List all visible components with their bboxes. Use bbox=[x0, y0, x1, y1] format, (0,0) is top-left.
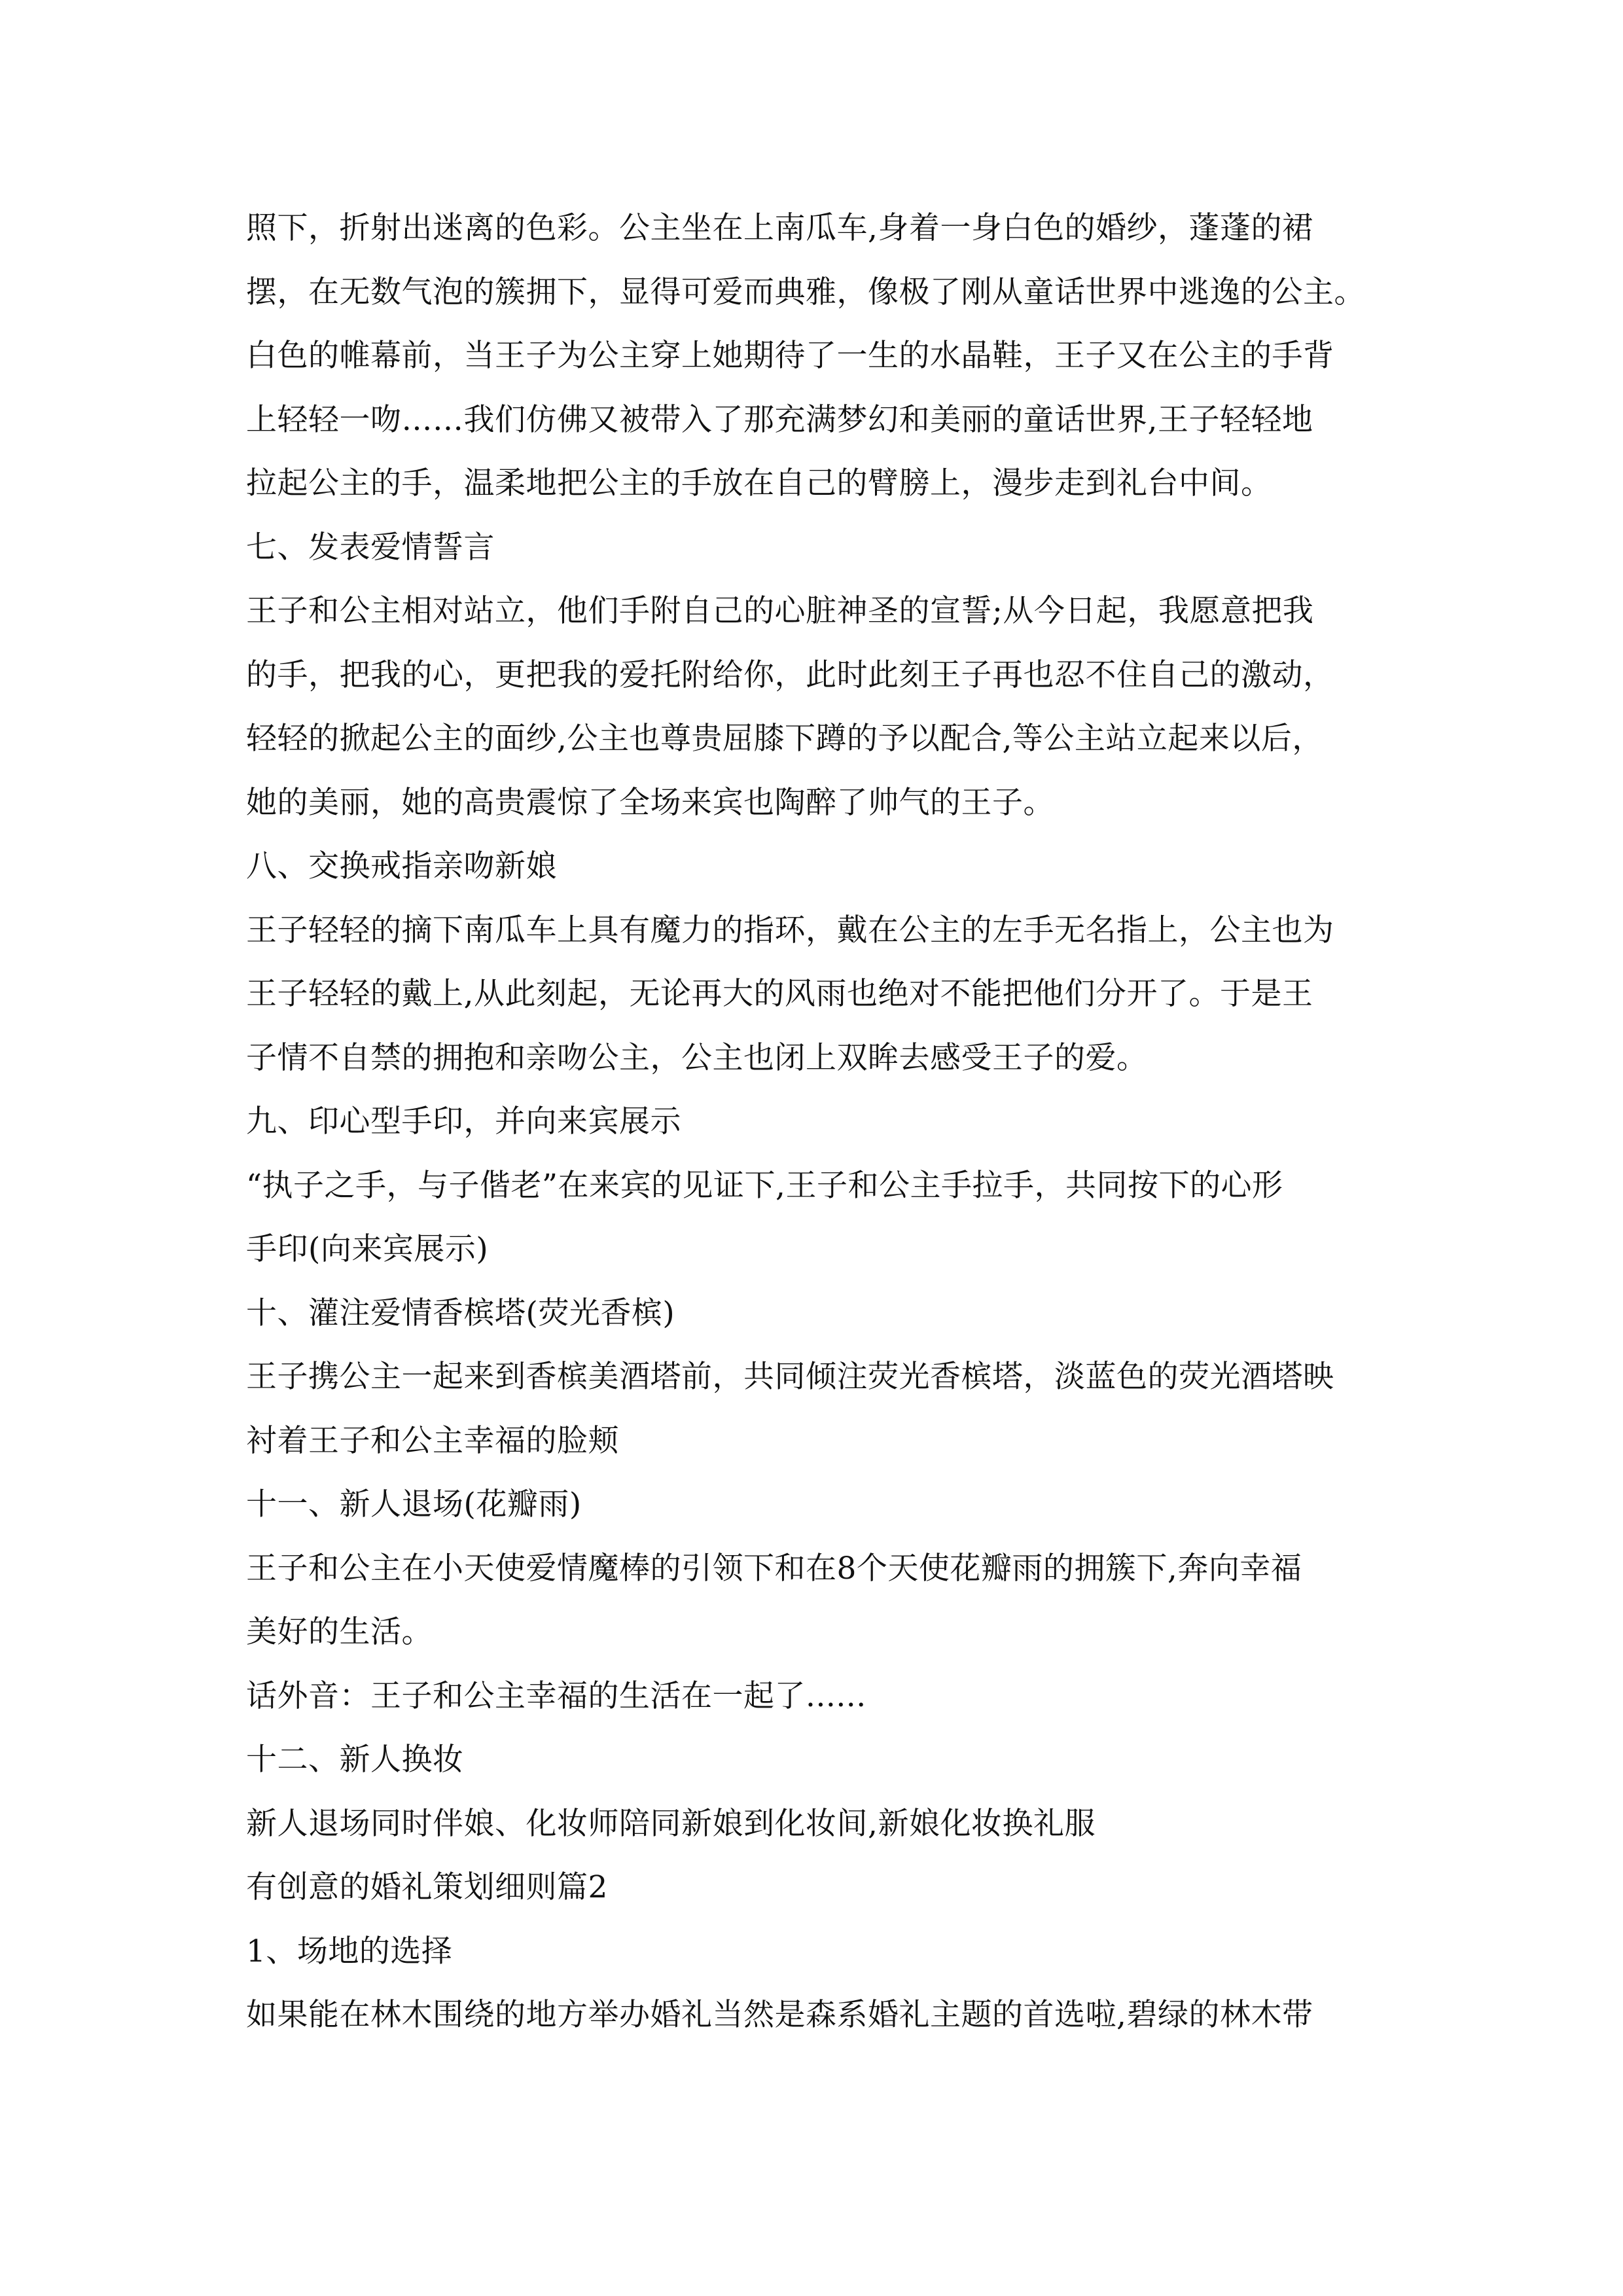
paragraph-line: 衬着王子和公主幸福的脸颊 bbox=[246, 1422, 619, 1459]
section-heading: 九、印心型手印，并向来宾展示 bbox=[246, 1103, 681, 1139]
paragraph-line: 王子和公主在小天使爱情魔棒的引领下和在8个天使花瓣雨的拥簇下,奔向幸福 bbox=[246, 1550, 1302, 1587]
paragraph-line: 她的美丽，她的高贵震惊了全场来宾也陶醉了帅气的王子。 bbox=[246, 784, 1054, 821]
paragraph-line: 如果能在林木围绕的地方举办婚礼当然是森系婚礼主题的首选啦,碧绿的林木带 bbox=[246, 1997, 1313, 2033]
section-heading: 十二、新人换妆 bbox=[246, 1742, 464, 1778]
section-heading: 十、灌注爱情香槟塔(荧光香槟) bbox=[246, 1295, 675, 1331]
paragraph-line: 新人退场同时伴娘、化妆师陪同新娘到化妆间,新娘化妆换礼服 bbox=[246, 1805, 1096, 1842]
paragraph-line: 的手，把我的心，更把我的爱托附给你，此时此刻王子再也忍不住自己的激动， bbox=[246, 656, 1334, 693]
paragraph-line: 摆，在无数气泡的簇拥下，显得可爱而典雅，像极了刚从童话世界中逃逸的公主。 bbox=[246, 274, 1365, 310]
paragraph-line: 上轻轻一吻……我们仿佛又被带入了那充满梦幻和美丽的童话世界,王子轻轻地 bbox=[246, 401, 1313, 438]
paragraph-line: 手印(向来宾展示) bbox=[246, 1231, 489, 1267]
paragraph-line: 拉起公主的手，温柔地把公主的手放在自己的臂膀上，漫步走到礼台中间。 bbox=[246, 465, 1272, 501]
section-heading: 十一、新人退场(花瓣雨) bbox=[246, 1486, 582, 1522]
paragraph-line: 王子轻轻的摘下南瓜车上具有魔力的指环，戴在公主的左手无名指上，公主也为 bbox=[246, 912, 1334, 948]
section-heading: 1、场地的选择 bbox=[246, 1933, 453, 1969]
paragraph-line: 王子携公主一起来到香槟美酒塔前，共同倾注荧光香槟塔，淡蓝色的荧光酒塔映 bbox=[246, 1359, 1334, 1395]
body-text bbox=[246, 204, 1424, 2054]
section-heading: 八、交换戒指亲吻新娘 bbox=[246, 848, 557, 884]
paragraph-line: 白色的帷幕前，当王子为公主穿上她期待了一生的水晶鞋，王子又在公主的手背 bbox=[246, 338, 1334, 374]
paragraph-line: 子情不自禁的拥抱和亲吻公主，公主也闭上双眸去感受王子的爱。 bbox=[246, 1039, 1148, 1076]
paragraph-line: 照下，折射出迷离的色彩。公主坐在上南瓜车,身着一身白色的婚纱，蓬蓬的裙 bbox=[246, 210, 1313, 246]
paragraph-line: 王子和公主相对站立，他们手附自己的心脏神圣的宣誓;从今日起，我愿意把我 bbox=[246, 593, 1314, 629]
paragraph-line: 话外音：王子和公主幸福的生活在一起了...... bbox=[246, 1677, 866, 1714]
section-heading: 七、发表爱情誓言 bbox=[246, 529, 495, 565]
article-title: 有创意的婚礼策划细则篇2 bbox=[246, 1869, 608, 1905]
paragraph-line: 美好的生活。 bbox=[246, 1614, 433, 1650]
paragraph-line: “执子之手，与子偕老”在来宾的见证下,王子和公主手拉手，共同按下的心形 bbox=[246, 1167, 1283, 1204]
paragraph-line: 王子轻轻的戴上,从此刻起，无论再大的风雨也绝对不能把他们分开了。于是王 bbox=[246, 976, 1313, 1012]
paragraph-line: 轻轻的掀起公主的面纱,公主也尊贵屈膝下蹲的予以配合,等公主站立起来以后， bbox=[246, 721, 1323, 757]
